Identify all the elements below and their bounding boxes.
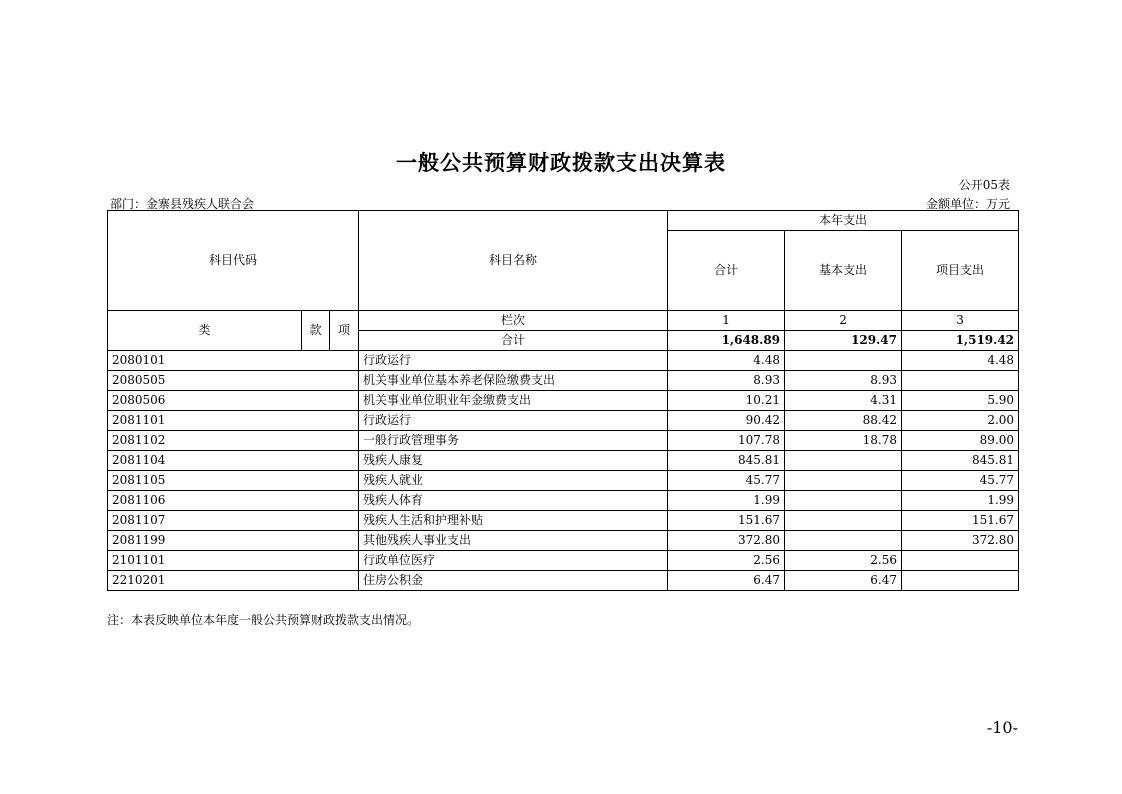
header-col-2: 2: [785, 311, 902, 331]
totals-basic: 129.47: [785, 331, 902, 351]
row-basic: [785, 531, 902, 551]
row-name: 其他残疾人事业支出: [359, 531, 668, 551]
row-total: 8.93: [668, 371, 785, 391]
row-basic: [785, 491, 902, 511]
row-code: 2080505: [108, 371, 359, 391]
table-row: [108, 571, 1019, 591]
row-total: 4.48: [668, 351, 785, 371]
row-basic: [785, 351, 902, 371]
expenditure-table: [107, 210, 1019, 591]
column-order-row: [108, 311, 1019, 331]
header-lei: 类: [108, 311, 302, 351]
row-name: 行政运行: [359, 351, 668, 371]
row-code: 2081106: [108, 491, 359, 511]
footnote: 注：本表反映单位本年度一般公共预算财政拨款支出情况。: [107, 613, 420, 627]
header-basic: 基本支出: [785, 231, 902, 311]
row-project: [902, 551, 1019, 571]
row-code: 2101101: [108, 551, 359, 571]
header-xiang: 项: [330, 311, 359, 351]
totals-project: 1,519.42: [902, 331, 1019, 351]
row-name: 机关事业单位基本养老保险缴费支出: [359, 371, 668, 391]
table-row: [108, 491, 1019, 511]
row-basic: [785, 451, 902, 471]
row-project: 1.99: [902, 491, 1019, 511]
row-basic: 4.31: [785, 391, 902, 411]
row-project: 151.67: [902, 511, 1019, 531]
header-code: 科目代码: [108, 211, 359, 311]
table-row: [108, 371, 1019, 391]
row-total: 2.56: [668, 551, 785, 571]
header-project: 项目支出: [902, 231, 1019, 311]
row-total: 6.47: [668, 571, 785, 591]
header-row-1: [108, 211, 1019, 231]
row-total: 90.42: [668, 411, 785, 431]
table-row: [108, 431, 1019, 451]
row-basic: 18.78: [785, 431, 902, 451]
row-name: 残疾人康复: [359, 451, 668, 471]
table-row: [108, 531, 1019, 551]
header-name: 科目名称: [359, 211, 668, 311]
header-kuan: 款: [302, 311, 330, 351]
row-total: 1.99: [668, 491, 785, 511]
table-row: [108, 351, 1019, 371]
row-project: 5.90: [902, 391, 1019, 411]
page-title: 一般公共预算财政拨款支出决算表: [396, 151, 726, 175]
row-code: 2080101: [108, 351, 359, 371]
table-row: [108, 451, 1019, 471]
row-name: 行政单位医疗: [359, 551, 668, 571]
totals-total: 1,648.89: [668, 331, 785, 351]
row-total: 107.78: [668, 431, 785, 451]
table-row: [108, 511, 1019, 531]
table-row: [108, 471, 1019, 491]
header-col-3: 3: [902, 311, 1019, 331]
row-code: 2081199: [108, 531, 359, 551]
row-code: 2080506: [108, 391, 359, 411]
department-label: 部门：金寨县残疾人联合会: [110, 197, 255, 211]
row-project: 845.81: [902, 451, 1019, 471]
table-row: [108, 411, 1019, 431]
header-col-1: 1: [668, 311, 785, 331]
table-row: [108, 391, 1019, 411]
row-total: 45.77: [668, 471, 785, 491]
row-code: 2081102: [108, 431, 359, 451]
row-basic: 6.47: [785, 571, 902, 591]
row-total: 845.81: [668, 451, 785, 471]
row-name: 残疾人体育: [359, 491, 668, 511]
row-code: 2081107: [108, 511, 359, 531]
row-name: 行政运行: [359, 411, 668, 431]
row-total: 372.80: [668, 531, 785, 551]
row-basic: [785, 471, 902, 491]
row-name: 残疾人就业: [359, 471, 668, 491]
totals-label: 合计: [359, 331, 668, 351]
row-project: 89.00: [902, 431, 1019, 451]
row-basic: 2.56: [785, 551, 902, 571]
row-code: 2081104: [108, 451, 359, 471]
row-code: 2081101: [108, 411, 359, 431]
row-project: 372.80: [902, 531, 1019, 551]
row-total: 10.21: [668, 391, 785, 411]
row-project: [902, 571, 1019, 591]
amount-unit-label: 金额单位：万元: [925, 197, 1010, 211]
header-column-order: 栏次: [359, 311, 668, 331]
page-number: -10-: [986, 718, 1018, 737]
table-row: [108, 551, 1019, 571]
row-code: 2210201: [108, 571, 359, 591]
row-name: 残疾人生活和护理补贴: [359, 511, 668, 531]
row-name: 一般行政管理事务: [359, 431, 668, 451]
row-project: 45.77: [902, 471, 1019, 491]
row-name: 机关事业单位职业年金缴费支出: [359, 391, 668, 411]
row-total: 151.67: [668, 511, 785, 531]
header-current-year: 本年支出: [668, 211, 1019, 231]
row-project: 4.48: [902, 351, 1019, 371]
row-basic: 88.42: [785, 411, 902, 431]
row-basic: 8.93: [785, 371, 902, 391]
row-name: 住房公积金: [359, 571, 668, 591]
row-code: 2081105: [108, 471, 359, 491]
row-basic: [785, 511, 902, 531]
header-total: 合计: [668, 231, 785, 311]
table-number: 公开05表: [958, 178, 1010, 192]
row-project: [902, 371, 1019, 391]
row-project: 2.00: [902, 411, 1019, 431]
